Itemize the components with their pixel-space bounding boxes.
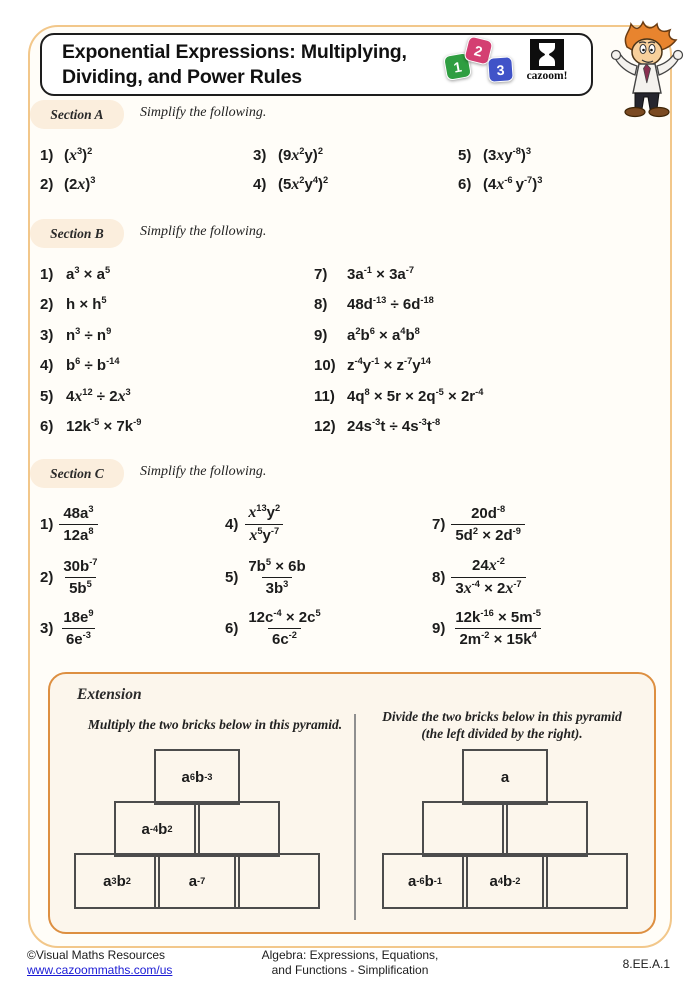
problem-b5 — [40, 388, 131, 406]
section-a-header: Section A — [30, 100, 124, 129]
page-title-line1: Exponential Expressions: Multiplying, — [62, 41, 407, 63]
fraction-denominator: $12a^8$ — [59, 524, 97, 544]
pyramid-brick: a -6 b -1 — [382, 853, 468, 909]
problem-b11 — [314, 388, 483, 405]
fraction-denominator: $6e^{-3}$ — [62, 628, 95, 648]
problem-number: 3) — [40, 327, 54, 344]
problem-expression: $4x^{12} \div 2x^3$ — [66, 387, 131, 405]
problem-a6 — [458, 176, 542, 194]
problem-number: 8) — [432, 568, 446, 586]
page-title-line2: Dividing, and Power Rules — [62, 66, 302, 88]
pyramid-brick — [194, 801, 280, 857]
problem-number: 7) — [432, 515, 446, 533]
section-a-instruction: Simplify the following. — [140, 105, 267, 120]
fraction — [244, 609, 324, 648]
problem-expression: $(2x)^3$ — [64, 175, 96, 193]
title-box — [40, 33, 593, 96]
problem-b12 — [314, 418, 440, 435]
pyramid-brick: a 3 b 2 — [74, 853, 160, 909]
problem-number: 3) — [40, 619, 54, 637]
topic-line1: Algebra: Expressions, Equations, — [261, 948, 439, 962]
problem-c2 — [40, 556, 101, 598]
problem-number: 11) — [314, 388, 335, 405]
extension-box — [48, 672, 656, 934]
problem-number: 6) — [225, 619, 239, 637]
problem-expression: $24s^{-3}t \div 4s^{-3}t^{-8}$ — [347, 417, 441, 435]
fraction — [451, 557, 525, 598]
problem-expression: $a^2b^6 \times a^4b^8$ — [347, 326, 420, 344]
problem-expression: $(9x^2y)^2$ — [278, 146, 323, 164]
cazoom-hourglass-icon — [530, 39, 564, 70]
fraction-denominator: $2m^{-2} \times 15k^4$ — [455, 628, 540, 648]
problem-b3 — [40, 327, 111, 344]
problem-expression: ($4x^{-6}$ $y^{-7})^3$ — [483, 175, 543, 193]
fraction — [451, 609, 545, 648]
pyramid-brick — [422, 801, 508, 857]
problem-a1 — [40, 147, 92, 165]
right-instruction-line1: Divide the two bricks below in this pyramid — [382, 709, 622, 724]
pyramid-brick: a -4 b 2 — [114, 801, 200, 857]
problem-expression: $4q^8 \times 5r \times 2q^{-5} \times 2r^{-4}$ — [347, 387, 484, 405]
extension-divider — [354, 714, 356, 920]
problem-number: 8) — [314, 296, 328, 313]
problem-c3 — [40, 607, 98, 649]
problem-number: 6) — [458, 176, 472, 193]
digit-3-tile: 3 — [487, 56, 514, 83]
fraction-denominator: $3x^{-4} \times 2x^{-7}$ — [451, 577, 525, 598]
problem-number: 9) — [314, 327, 328, 344]
pyramid-brick — [502, 801, 588, 857]
page-title — [62, 40, 407, 90]
problem-expression: $a^3 \times a^5$ — [66, 265, 111, 283]
fraction-denominator: $x^5y^{-7}$ — [245, 524, 283, 545]
problem-expression: $48d^{-13} \div 6d^{-18}$ — [347, 295, 434, 313]
fraction-denominator: $3b^3$ — [262, 577, 293, 597]
problem-number: 2) — [40, 176, 54, 193]
fraction-numerator: $24x^{-2}$ — [472, 555, 505, 574]
problem-b7 — [314, 266, 414, 283]
fraction-numerator: $48a^3$ — [63, 503, 94, 522]
left-pyramid-instruction: Multiply the two bricks below in this pyramid. — [87, 717, 343, 732]
fraction-denominator: $5b^5$ — [65, 577, 96, 597]
problem-a5 — [458, 147, 531, 165]
section-c-header: Section C — [30, 459, 124, 488]
extension-label: Extension — [77, 686, 142, 703]
problem-number: 5) — [225, 568, 239, 586]
problem-c5 — [225, 556, 310, 598]
problem-number: 12) — [314, 418, 336, 435]
fraction — [59, 505, 97, 544]
problem-expression: $z^{-4}y^{-1} \times z^{-7}y^{14}$ — [347, 356, 431, 374]
digit-2-tile: 2 — [463, 35, 493, 65]
fraction-denominator: $5d^2 \times 2d^{-9}$ — [451, 524, 525, 544]
problem-c8 — [432, 556, 526, 598]
problem-number: 7) — [314, 266, 328, 283]
problem-number: 3) — [253, 147, 267, 164]
problem-c1 — [40, 503, 98, 545]
problem-a4 — [253, 176, 328, 194]
problem-number: 2) — [40, 568, 54, 586]
problem-a2 — [40, 176, 95, 194]
fraction-numerator: $18e^9$ — [63, 607, 94, 626]
problem-number: 5) — [458, 147, 472, 164]
standard-code: 8.EE.A.1 — [622, 957, 670, 971]
problem-c4 — [225, 503, 284, 545]
problem-number: 4) — [225, 515, 239, 533]
problem-number: 5) — [40, 388, 54, 405]
fraction-numerator: $x^{13}y^2$ — [248, 502, 281, 521]
problem-expression: $12k^{-5} \times 7k^{-9}$ — [66, 417, 142, 435]
problem-b6 — [40, 418, 141, 435]
problem-number: 9) — [432, 619, 446, 637]
problem-c6 — [225, 607, 325, 649]
section-b-header: Section B — [30, 219, 124, 248]
problem-expression: $h \times h^5$ — [66, 295, 107, 313]
problem-number: 10) — [314, 357, 336, 374]
fraction — [59, 609, 97, 648]
cazoom-wordmark: cazoom! — [526, 70, 568, 82]
footer-topic — [230, 948, 470, 978]
problem-b2 — [40, 296, 107, 313]
section-c-instruction: Simplify the following. — [140, 464, 267, 479]
numbers-123-logo — [445, 38, 515, 88]
problem-number: 2) — [40, 296, 54, 313]
problem-b10 — [314, 357, 431, 374]
digit-1-tile: 1 — [443, 52, 472, 81]
pyramid-brick: a 4 b -2 — [462, 853, 548, 909]
problem-number: 4) — [40, 357, 54, 374]
mascot-character-icon — [597, 20, 693, 127]
problem-number: 1) — [40, 147, 54, 164]
problem-number: 6) — [40, 418, 54, 435]
pyramid-brick — [542, 853, 628, 909]
problem-number: 4) — [253, 176, 267, 193]
fraction — [59, 558, 101, 597]
problem-b4 — [40, 357, 120, 374]
problem-b9 — [314, 327, 420, 344]
problem-expression: $n^3 \div n^9$ — [66, 326, 112, 344]
website-link[interactable]: www.cazoommaths.com/us — [27, 963, 173, 977]
problem-a3 — [253, 147, 323, 165]
cazoom-logo — [519, 39, 575, 82]
pyramid-brick: a — [462, 749, 548, 805]
fraction-numerator: $30b^{-7}$ — [63, 556, 98, 575]
fraction-numerator: $7b^5 \times 6b$ — [248, 556, 306, 575]
fraction — [244, 558, 309, 597]
problem-b1 — [40, 266, 110, 283]
pyramid-brick — [234, 853, 320, 909]
pyramid-brick: a -7 — [154, 853, 240, 909]
problem-expression: $(5x^2y^4)^2$ — [278, 175, 329, 193]
fraction — [451, 505, 525, 544]
problem-expression: $(3xy^{-8})^3$ — [483, 146, 532, 164]
section-b-instruction: Simplify the following. — [140, 224, 267, 239]
problem-c9 — [432, 607, 545, 649]
pyramid-brick: a 6 b -3 — [154, 749, 240, 805]
footer-attribution — [27, 948, 172, 978]
right-instruction-line2: (the left divided by the right). — [421, 726, 583, 741]
fraction-denominator: $6c^{-2}$ — [268, 628, 301, 648]
fraction-numerator: $20d^{-8}$ — [471, 503, 506, 522]
fraction-numerator: $12c^{-4} \times 2c^5$ — [248, 607, 321, 626]
topic-line2: and Functions - Simplification — [271, 963, 429, 977]
right-pyramid-instruction — [370, 708, 634, 742]
problem-number: 1) — [40, 515, 54, 533]
problem-expression: $(x^3)^2$ — [64, 146, 93, 164]
problem-number: 1) — [40, 266, 54, 283]
problem-expression: $b^6 \div b^{-14}$ — [66, 356, 120, 374]
problem-c7 — [432, 503, 525, 545]
fraction — [244, 504, 284, 545]
problem-b8 — [314, 296, 434, 313]
fraction-numerator: $12k^{-16} \times 5m^{-5}$ — [455, 607, 541, 626]
problem-expression: $3a^{-1} \times 3a^{-7}$ — [347, 265, 415, 283]
copyright-text: ©Visual Maths Resources — [27, 948, 166, 962]
